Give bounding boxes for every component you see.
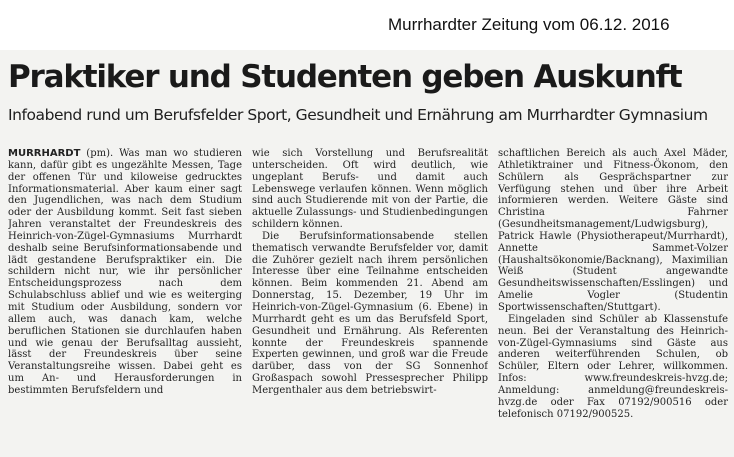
- article-column-2: [252, 148, 488, 456]
- lead-text: (pm). Was man wo studieren kann, dafür gibt es ungezählte Messen, Tage der offenen Tür und kiloweise gedrucktes Informationsmaterial. Aber kaum einer sagt den Jugendlichen, was nach dem Studium oder der Ausbildung kommt. Seit fast sieben Jahren veranstaltet der Freundeskreis des Heinrich-von-Zügel-Gymnasiums Murrhardt deshalb seine Berufsinformationsabende und lädt gestandene Berufspraktiker ein. Die schildern nicht nur, wie ihr persönlicher Entscheidungsprozess nach dem Schulabschluss ablief und wie es weiterging mit Studium oder Ausbildung, sondern vor allem auch, was danach kam, welche beruflichen Stationen sie durchlaufen haben und wie genau der Berufsalltag aussieht, lässt der Freundeskreis über seine Veranstaltungsreihe wissen. Dabei geht es um An- und Herausforderungen in bestimmten Berufsfeldern und: [8, 148, 242, 396]
- paragraph: wie sich Vorstellung und Berufsrealität unterscheiden. Oft wird deutlich, wie ungeplant Berufs- und damit auch Lebenswege verlaufen können. Wenn möglich sind auch Studierende mit von der Partie, die aktuelle Zulassungs- und Studienbedingungen schildern können.: [252, 148, 488, 231]
- lead-paragraph: [8, 148, 242, 397]
- article-column-1: [8, 148, 242, 456]
- paragraph: Eingeladen sind Schüler ab Klassenstufe neun. Bei der Veranstaltung des Heinrich-von-Zügel-Gymnasiums sind Gäste aus anderen weiterführenden Schulen, ob Schüler, Eltern oder Lehrer, willkommen. Infos: www.freundeskreis-hvzg.de; Anmeldung: anmeldung@freundeskreis-hvzg.de oder Fax 07192/900516 oder telefonisch 07192/900525.: [498, 313, 728, 420]
- article-column-3: [498, 148, 728, 456]
- paragraph: schaftlichen Bereich als auch Axel Mäder, Athletiktrainer und Fitness-Ökonom, den Schülern als Gesprächspartner zur Verfügung stehen und über ihre Arbeit informieren werden. Weitere Gäste sind Christina Fahrner (Gesundheitsmanagement/Ludwigsburg), Patrick Hawle (Physiotherapeut/Murrhardt), Annette Sammet-Volzer (Haushaltsökonomie/Backnang), Maximilian Weiß (Student angewandte Gesundheitswissenschaften/Esslingen) und Amelie Vogler (Studentin Sportwissenschaften/Stuttgart).: [498, 148, 728, 313]
- dateline: MURRHARDT: [8, 148, 81, 159]
- source-line: Murrhardter Zeitung vom 06.12. 2016: [388, 15, 670, 34]
- article-subheadline: Infoabend rund um Berufsfelder Sport, Gesundheit und Ernährung am Murrhardter Gymnasium: [8, 106, 708, 124]
- paragraph: Die Berufsinformationsabende stellen thematisch verwandte Berufsfelder vor, damit die Zuhörer gezielt nach ihrem persönlichen Interesse über eine Teilnahme entscheiden können. Beim kommenden 21. Abend am Donnerstag, 15. Dezember, 19 Uhr im Heinrich-von-Zügel-Gymnasium (6. Ebene) in Murrhardt geht es um das Berufsfeld Sport, Gesundheit und Ernährung. Als Referenten konnte der Freundeskreis spannende Experten gewinnen, und groß war die Freude darüber, dass von der SG Sonnenhof Großaspach sowohl Pressesprecher Philipp Mergenthaler aus dem betriebswirt-: [252, 230, 488, 396]
- newspaper-clipping: [0, 50, 734, 457]
- article-headline: Praktiker und Studenten geben Auskunft: [8, 59, 682, 95]
